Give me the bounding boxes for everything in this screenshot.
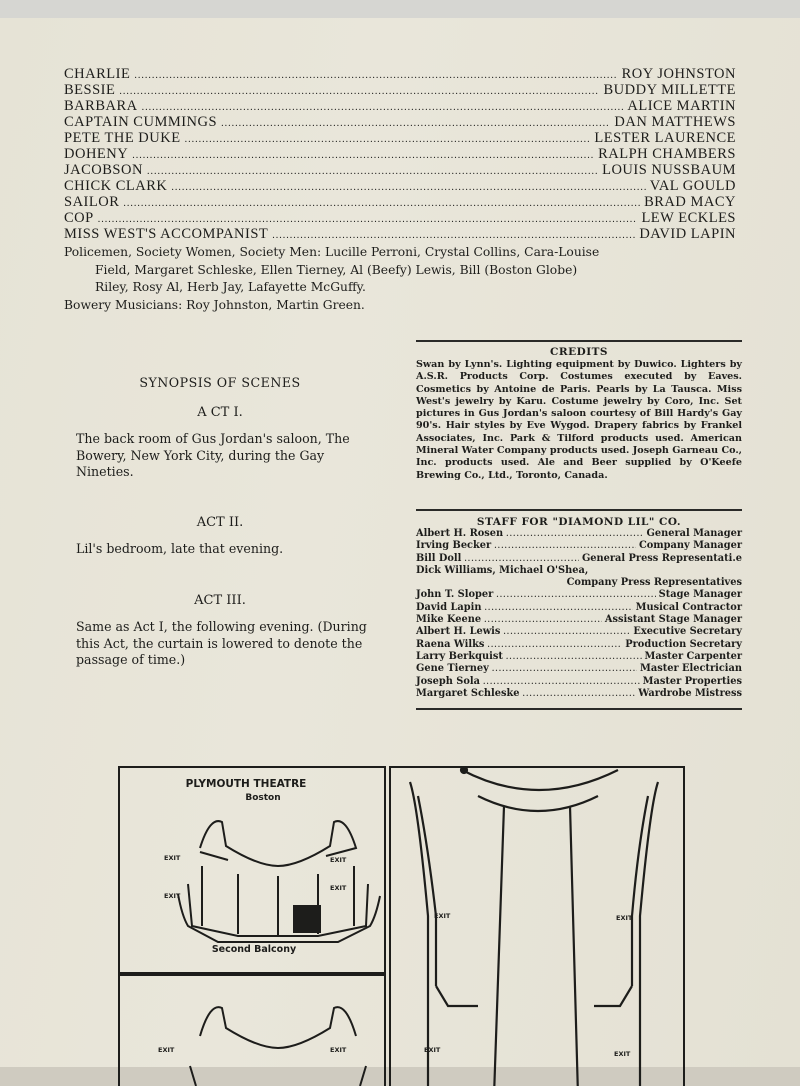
cast-actor: ALICE MARTIN <box>627 98 736 114</box>
leader-dots <box>506 529 643 538</box>
act-heading: ACT II. <box>196 515 244 530</box>
leader-dots <box>142 102 624 113</box>
staff-title: Stage Manager <box>658 589 742 601</box>
staff-name: Bill Doll <box>416 552 462 564</box>
staff-row <box>416 614 742 626</box>
exit-label: EXIT <box>164 892 181 900</box>
credits-heading: CREDITS <box>550 346 608 358</box>
staff-row <box>416 553 742 565</box>
staff-block <box>416 516 742 700</box>
leader-dots <box>123 198 640 209</box>
leader-dots <box>98 214 638 225</box>
staff-title: Master Carpenter <box>644 650 742 662</box>
cast-row <box>64 114 736 130</box>
leader-dots <box>506 652 642 661</box>
cast-role: BESSIE <box>64 82 116 98</box>
ensemble-line: Field, Margaret Schleske, Ellen Tierney, Al (Beefy) Lewis, Bill (Boston Globe) <box>95 262 578 277</box>
staff-title: Assistant Stage Manager <box>604 614 742 626</box>
cast-row <box>64 66 736 82</box>
leader-dots <box>464 554 579 563</box>
staff-title: Musical Contractor <box>635 601 742 613</box>
credits-text: Swan by Lynn's. Lighting equipment by Duwico. Lighters by A.S.R. Products Corp. Costumes executed by Eaves. Cosmetics by Antoine de Paris. Pearls by La Tausca. Miss West's jewelry by Karu. Costume jewelry by Coro, Inc. Set pictures in Gus Jordan's saloon courtesy of Bill Hardy's Gay 90's. Hair styles by Eve Wygod. Drapery fabrics by Frankel Associates, Inc. Park & Tilford products used. American Mineral Water Company products used. Joseph Garneau Co., Inc. products used. Ale and Beer supplied by O'Keefe Brewing Co., Ltd., Toronto, Canada. <box>416 359 742 481</box>
staff-name: Larry Berkquist <box>416 650 503 662</box>
leader-dots <box>147 166 598 177</box>
staff-row <box>416 676 742 688</box>
cast-role: BARBARA <box>64 98 138 114</box>
divider-rule <box>416 509 742 511</box>
cast-actor: RALPH CHAMBERS <box>598 146 736 162</box>
staff-row <box>416 626 742 638</box>
credits-block <box>416 346 742 482</box>
act-description: Lil's bedroom, late that evening. <box>76 541 284 556</box>
staff-name: Albert H. Rosen <box>416 528 504 539</box>
cast-role: CHARLIE <box>64 66 131 82</box>
exit-label: EXIT <box>330 884 347 892</box>
staff-name: Joseph Sola <box>416 675 480 687</box>
staff-title: Company Press Representatives <box>566 577 742 589</box>
second-balcony-diagram <box>178 821 380 942</box>
theatre-name: PLYMOUTH THEATRE <box>185 778 307 790</box>
staff-name: David Lapin <box>416 601 482 613</box>
cast-role: CAPTAIN CUMMINGS <box>64 114 218 130</box>
cast-role: COP <box>64 210 94 226</box>
staff-name: John T. Sloper <box>416 589 494 601</box>
act-description: The back room of Gus Jordan's saloon, The Bowery, New York City, during the Gay Nineties. <box>76 431 350 479</box>
exit-label: EXIT <box>616 914 633 922</box>
cast-actor: ROY JOHNSTON <box>621 66 736 82</box>
cast-role: DOHENY <box>64 146 129 162</box>
synopsis-title: SYNOPSIS OF SCENES <box>139 375 301 390</box>
leader-dots <box>134 70 617 81</box>
cast-actor: BUDDY MILLETTE <box>603 82 736 98</box>
musicians-line: Bowery Musicians: Roy Johnston, Martin Green. <box>64 297 365 312</box>
leader-dots <box>119 86 599 97</box>
staff-name: Mike Keene <box>416 614 482 626</box>
leader-dots <box>492 664 637 673</box>
cast-row <box>64 210 736 226</box>
staff-title: Master Properties <box>642 675 742 687</box>
cast-list <box>64 66 736 314</box>
ensemble-line: Policemen, Society Women, Society Men: Lucille Perroni, Crystal Collins, Cara-Louise <box>64 245 600 259</box>
cast-row <box>64 162 736 178</box>
exit-label: EXIT <box>330 856 347 864</box>
ensemble-credits <box>64 244 736 314</box>
leader-dots <box>185 134 591 145</box>
staff-title: General Manager <box>646 528 742 539</box>
balcony-panel-border <box>119 975 385 1086</box>
leader-dots <box>171 182 645 193</box>
leader-dots <box>221 118 610 129</box>
cast-row <box>64 130 736 146</box>
cast-actor: DAVID LAPIN <box>639 226 736 242</box>
staff-name: Margaret Schleske <box>416 687 520 699</box>
page-edge-shadow <box>0 0 800 18</box>
cast-row <box>64 146 736 162</box>
exit-label: EXIT <box>614 1050 631 1058</box>
exit-label: EXIT <box>434 912 451 920</box>
leader-dots <box>484 603 632 612</box>
cast-row <box>64 98 736 114</box>
balcony-label: Second Balcony <box>211 944 297 955</box>
cast-role: JACOBSON <box>64 162 143 178</box>
staff-title: Master Electrician <box>640 663 742 675</box>
staff-heading: STAFF FOR "DIAMOND LIL" CO. <box>476 516 682 528</box>
staff-name: Dick Williams, Michael O'Shea, <box>416 564 589 576</box>
staff-row <box>416 577 742 589</box>
cast-role: CHICK CLARK <box>64 178 168 194</box>
leader-dots <box>272 230 635 241</box>
cast-actor: LEW ECKLES <box>641 210 736 226</box>
staff-row <box>416 589 742 601</box>
act-heading: A CT I. <box>197 405 243 420</box>
seating-plan <box>118 766 686 1086</box>
exit-label: EXIT <box>424 1046 441 1054</box>
cast-actor: VAL GOULD <box>649 178 736 194</box>
orchestra-diagram <box>410 767 658 1086</box>
staff-title: Wardrobe Mistress <box>638 687 742 699</box>
cast-row <box>64 226 736 242</box>
staff-row <box>416 565 742 577</box>
leader-dots <box>494 541 636 550</box>
leader-dots <box>523 689 636 698</box>
staff-name: Albert H. Lewis <box>416 626 501 638</box>
staff-name: Gene Tierney <box>416 663 489 675</box>
act-description: Same as Act I, the following evening. (During this Act, the curtain is lowered to denote the passage of time.) <box>76 619 367 667</box>
divider-rule <box>416 340 742 342</box>
theatre-city: Boston <box>245 793 281 803</box>
divider-rule <box>416 708 742 710</box>
leader-dots <box>484 615 602 624</box>
leader-dots <box>503 627 630 636</box>
leader-dots <box>496 590 655 599</box>
exit-label: EXIT <box>164 854 181 862</box>
act-heading: ACT III. <box>194 593 246 608</box>
cast-role: MISS WEST'S ACCOMPANIST <box>64 226 269 242</box>
leader-dots <box>487 640 622 649</box>
staff-title: General Press Representati.e <box>581 552 742 564</box>
staff-row <box>416 663 742 675</box>
cast-actor: LOUIS NUSSBAUM <box>602 162 736 178</box>
ensemble-line: Riley, Rosy Al, Herb Jay, Lafayette McGuffy. <box>95 280 366 294</box>
staff-row <box>416 602 742 614</box>
staff-title: Company Manager <box>638 540 742 552</box>
cast-role: SAILOR <box>64 194 120 210</box>
cast-row <box>64 194 736 210</box>
leader-dots <box>483 677 640 686</box>
cast-actor: BRAD MACY <box>644 194 736 210</box>
staff-name: Raena Wilks <box>416 638 485 650</box>
cast-row <box>64 82 736 98</box>
staff-title: Production Secretary <box>625 638 742 650</box>
leader-dots <box>132 150 594 161</box>
cast-actor: DAN MATTHEWS <box>614 114 736 130</box>
staff-row <box>416 540 742 552</box>
staff-row <box>416 651 742 663</box>
staff-title: Executive Secretary <box>633 626 742 638</box>
exit-label: EXIT <box>158 1046 175 1054</box>
cast-role: PETE THE DUKE <box>64 130 181 146</box>
cast-row <box>64 178 736 194</box>
cast-actor: LESTER LAURENCE <box>594 130 736 146</box>
staff-row <box>416 528 742 540</box>
exit-label: EXIT <box>330 1046 347 1054</box>
staff-row <box>416 688 742 700</box>
staff-row <box>416 639 742 651</box>
staff-name: Irving Becker <box>416 540 492 552</box>
